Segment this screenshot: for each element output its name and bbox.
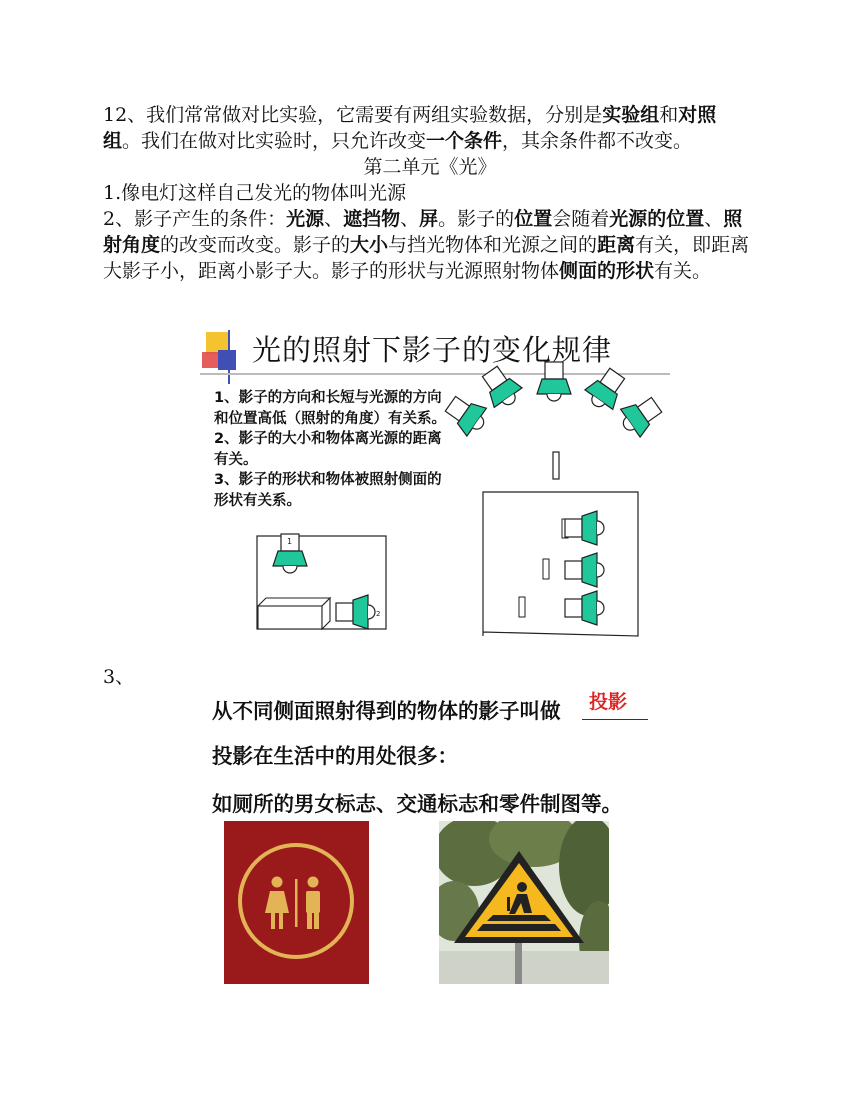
lamp-arc-4 [581, 364, 631, 415]
sign-pole [515, 939, 522, 984]
lamp-side-2 [565, 553, 604, 587]
divider-bar [295, 879, 298, 927]
bullet-3: 3、影子的形状和物体被照射侧面的形状有关系。 [214, 472, 442, 509]
projection-answer: 投影 [589, 691, 628, 713]
item-3: 3、 [103, 666, 135, 688]
bullet-1: 1、影子的方向和长短与光源的方向和位置高低（照射的角度）有关系。 [214, 390, 446, 427]
para-12: 12、我们常常做对比实验，它需要有两组实验数据，分别是实验组和对照组。我们在做对比实验时，只允许改变一个条件，其余条件都不改变。 [103, 104, 717, 152]
right-box [483, 492, 638, 636]
obj-right-3 [519, 597, 525, 617]
item-2: 2、影子产生的条件：光源、遮挡物、屏。影子的位置会随着光源的位置、照射角度的改变而改变。影子的大小与挡光物体和光源之间的距离有关，即距离大影子小，距离小影子大。影子的形状与光源照射物体侧面的形状有关。 [103, 208, 750, 282]
deco-square-blue [218, 350, 236, 370]
item-1: 1.像电灯这样自己发光的物体叫光源 [103, 182, 407, 204]
restroom-sign-image [224, 821, 369, 984]
slide1-title: 光的照射下影子的变化规律 [252, 333, 613, 367]
projection-line-3: 如厕所的男女标志、交通标志和零件制图等。 [212, 792, 622, 816]
shadow-rules-slide [200, 326, 670, 638]
bullet-2: 2、影子的大小和物体离光源的距离有关。 [214, 431, 442, 468]
lamp-side-3 [565, 591, 604, 625]
obj-right-2 [543, 559, 549, 579]
unit-title: 第二单元《光》 [363, 156, 497, 178]
projection-line-1: 从不同侧面照射得到的物体的影子叫做 [212, 699, 561, 723]
lamp-arc-5 [615, 391, 666, 441]
crosswalk-sign-image [439, 821, 609, 984]
lamp2-label: 2 [376, 610, 381, 618]
lamp1-label: 1 [287, 537, 293, 546]
projection-line-2: 投影在生活中的用处很多： [212, 744, 458, 768]
block-object [258, 606, 322, 629]
answer-blank-line [582, 719, 648, 720]
lamp-side-1 [565, 511, 604, 545]
slide1-bullets [214, 388, 454, 511]
lamp-arc-2 [476, 362, 526, 413]
upright-object [553, 452, 559, 479]
